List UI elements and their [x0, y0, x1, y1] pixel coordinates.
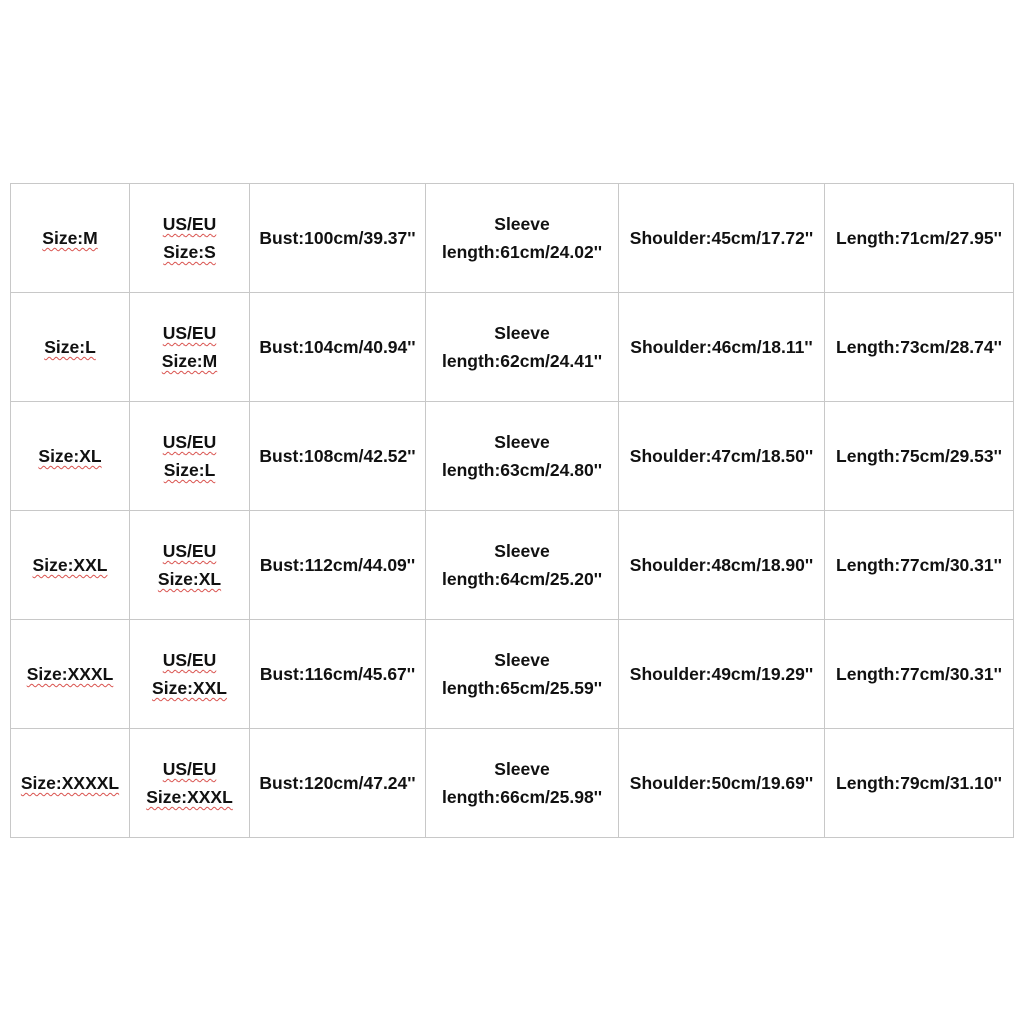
table-row — [11, 620, 1014, 729]
length-cell — [825, 184, 1014, 293]
shoulder-cell — [619, 620, 825, 729]
sleeve-label: Sleeve — [494, 650, 550, 670]
shoulder-value: Shoulder:48cm/18.90'' — [629, 555, 814, 575]
us-eu-label: US/EU — [162, 759, 217, 779]
size-label: Size:XXL — [32, 555, 108, 575]
sleeve-value: length:62cm/24.41'' — [441, 351, 603, 371]
bust-value: Bust:116cm/45.67'' — [259, 664, 416, 684]
shoulder-value: Shoulder:45cm/17.72'' — [629, 228, 814, 248]
sleeve-label: Sleeve — [494, 541, 550, 561]
shoulder-value: Shoulder:50cm/19.69'' — [629, 773, 814, 793]
length-value: Length:75cm/29.53'' — [836, 446, 1002, 466]
us-eu-size: Size:S — [163, 242, 216, 262]
sleeve-cell — [426, 184, 619, 293]
sleeve-cell — [426, 620, 619, 729]
length-cell — [825, 729, 1014, 838]
sleeve-value: length:66cm/25.98'' — [441, 787, 603, 807]
us-eu-label: US/EU — [162, 432, 217, 452]
bust-cell — [250, 729, 426, 838]
bust-value: Bust:104cm/40.94'' — [259, 337, 416, 357]
bust-value: Bust:120cm/47.24'' — [259, 773, 416, 793]
size-cell — [11, 620, 130, 729]
size-cell — [11, 184, 130, 293]
us-eu-size: Size:XXL — [152, 678, 227, 698]
bust-value: Bust:112cm/44.09'' — [259, 555, 416, 575]
us-eu-cell — [130, 293, 250, 402]
shoulder-cell — [619, 511, 825, 620]
us-eu-label: US/EU — [162, 650, 217, 670]
size-label: Size:L — [44, 337, 96, 357]
length-value: Length:77cm/30.31'' — [836, 555, 1002, 575]
size-label: Size:XL — [38, 446, 102, 466]
size-chart-table — [10, 183, 1014, 838]
shoulder-value: Shoulder:46cm/18.11'' — [630, 337, 813, 357]
sleeve-value: length:64cm/25.20'' — [441, 569, 603, 589]
bust-cell — [250, 184, 426, 293]
us-eu-size: Size:M — [161, 351, 218, 371]
length-cell — [825, 511, 1014, 620]
table-row — [11, 184, 1014, 293]
length-value: Length:73cm/28.74'' — [836, 337, 1002, 357]
sleeve-cell — [426, 402, 619, 511]
sleeve-value: length:63cm/24.80'' — [441, 460, 603, 480]
length-cell — [825, 402, 1014, 511]
sleeve-value: length:61cm/24.02'' — [441, 242, 603, 262]
bust-cell — [250, 511, 426, 620]
us-eu-cell — [130, 511, 250, 620]
size-label: Size:XXXL — [26, 664, 114, 684]
length-value: Length:77cm/30.31'' — [836, 664, 1002, 684]
bust-cell — [250, 293, 426, 402]
bust-cell — [250, 402, 426, 511]
us-eu-size: Size:XL — [157, 569, 222, 589]
sleeve-value: length:65cm/25.59'' — [441, 678, 603, 698]
length-value: Length:71cm/27.95'' — [836, 228, 1002, 248]
us-eu-cell — [130, 620, 250, 729]
sleeve-label: Sleeve — [494, 432, 550, 452]
sleeve-cell — [426, 729, 619, 838]
shoulder-cell — [619, 402, 825, 511]
table-row — [11, 511, 1014, 620]
size-label: Size:XXXXL — [20, 773, 120, 793]
size-cell — [11, 511, 130, 620]
shoulder-cell — [619, 293, 825, 402]
us-eu-size: Size:XXXL — [146, 787, 233, 807]
shoulder-value: Shoulder:47cm/18.50'' — [629, 446, 814, 466]
size-cell — [11, 402, 130, 511]
table-row — [11, 402, 1014, 511]
shoulder-value: Shoulder:49cm/19.29'' — [629, 664, 814, 684]
shoulder-cell — [619, 184, 825, 293]
size-cell — [11, 293, 130, 402]
us-eu-label: US/EU — [162, 323, 217, 343]
us-eu-size: Size:L — [163, 460, 216, 480]
sleeve-cell — [426, 511, 619, 620]
us-eu-cell — [130, 402, 250, 511]
bust-value: Bust:100cm/39.37'' — [259, 228, 416, 248]
size-cell — [11, 729, 130, 838]
sleeve-label: Sleeve — [494, 214, 550, 234]
us-eu-cell — [130, 729, 250, 838]
us-eu-cell — [130, 184, 250, 293]
length-value: Length:79cm/31.10'' — [836, 773, 1002, 793]
size-label: Size:M — [42, 228, 98, 248]
length-cell — [825, 620, 1014, 729]
us-eu-label: US/EU — [162, 541, 217, 561]
length-cell — [825, 293, 1014, 402]
table-row — [11, 729, 1014, 838]
bust-value: Bust:108cm/42.52'' — [259, 446, 416, 466]
sleeve-cell — [426, 293, 619, 402]
sleeve-label: Sleeve — [494, 323, 550, 343]
bust-cell — [250, 620, 426, 729]
table-row — [11, 293, 1014, 402]
shoulder-cell — [619, 729, 825, 838]
sleeve-label: Sleeve — [494, 759, 550, 779]
us-eu-label: US/EU — [162, 214, 217, 234]
